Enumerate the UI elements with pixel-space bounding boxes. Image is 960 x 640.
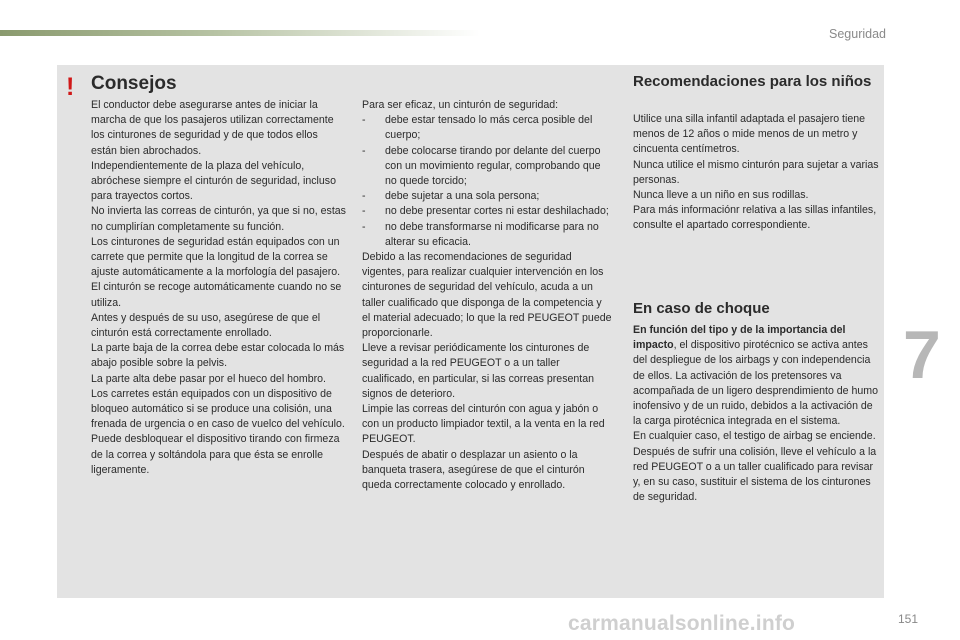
- paragraph: Limpie las correas del cinturón con agua y jabón o con un producto limpiador textil, a la venta en la red PEUGEOT.: [362, 403, 605, 446]
- paragraph: Después de sufrir una colisión, lleve el vehículo a la red PEUGEOT o a un taller cualificado para revisar y, en su caso, sustituir el sistema de los cinturones de seguridad.: [633, 445, 877, 504]
- choque-title: En caso de choque: [633, 300, 770, 317]
- paragraph: Nunca utilice el mismo cinturón para sujetar a varias personas.: [633, 158, 879, 186]
- lead-rest: , el dispositivo pirotécnico se activa antes del despliegue de los airbags y con independencia de ellos. La activación de los pretensores va acompañada de un ligero desprendimiento de humo inofensivo y de un ruido, debidos a la activación de la carga pirotécnica integrada en el sistema.: [633, 339, 879, 428]
- paragraph: Para más informaciónr relativa a las sillas infantiles, consulte el apartado correspondiente.: [633, 204, 877, 232]
- paragraph: La parte baja de la correa debe estar colocada lo más abajo posible sobre la pelvis.: [91, 342, 345, 370]
- paragraph: No invierta las correas de cinturón, ya que si no, estas no cumplirían completamente su función.: [91, 205, 346, 233]
- bullet-dash: -: [362, 205, 366, 218]
- bullet-item: - debe sujetar a una sola persona;: [362, 189, 612, 204]
- warning-icon: !: [66, 73, 75, 101]
- paragraph: [633, 323, 881, 429]
- consejos-title: Consejos: [91, 73, 177, 94]
- choque-section: [633, 323, 881, 505]
- paragraph: Antes y después de su uso, asegúrese de que el cinturón está correctamente enrollado.: [91, 311, 321, 340]
- bullet-dash: -: [362, 114, 366, 127]
- bullet-item: - no debe presentar cortes ni estar deshilachado;: [362, 204, 612, 219]
- consejos-column-2: [362, 98, 612, 493]
- chapter-number: 7: [903, 317, 941, 393]
- paragraph: Los cinturones de seguridad están equipados con un carrete que permite que la longitud de la correa se ajuste automáticamente a la morfología del pasajero. El cinturón se recoge automáticamente cuando no se utiliza.: [91, 235, 342, 309]
- paragraph: Nunca lleve a un niño en sus rodillas.: [633, 189, 809, 202]
- ninos-title: Recomendaciones para los niños: [633, 73, 872, 90]
- watermark: carmanualsonline.info: [568, 612, 796, 635]
- bullet-item: - debe estar tensado lo más cerca posible del cuerpo;: [362, 113, 612, 143]
- paragraph: Debido a las recomendaciones de seguridad vigentes, para realizar cualquier intervención en los cinturones de seguridad del vehículo, acuda a un taller cualificado que disponga de la competencia y el material adecuado; lo que la red PEUGEOT puede proporcionarle.: [362, 251, 612, 340]
- bullet-dash: -: [362, 190, 366, 203]
- page-number: 151: [897, 612, 918, 626]
- paragraph: Después de abatir o desplazar un asiento o la banqueta trasera, asegúrese de que el cinturón queda correctamente colocado y enrollado.: [362, 448, 585, 492]
- paragraph: En cualquier caso, el testigo de airbag se enciende.: [633, 430, 876, 443]
- header-accent-bar: [0, 30, 480, 36]
- section-label: Seguridad: [829, 27, 886, 41]
- ninos-section: [633, 112, 881, 234]
- paragraph: Los carretes están equipados con un dispositivo de bloqueo automático si se produce una colisión, una frenada de urgencia o en caso de vuelco del vehículo. Puede desbloquear el dispositivo tirando con firmeza de la correa y soltándola para que ésta se enrolle ligeramente.: [91, 387, 345, 476]
- paragraph: Utilice una silla infantil adaptada el pasajero tiene menos de 12 años o mide menos de un metro y cincuenta centímetros.: [633, 113, 866, 156]
- bullet-item: - no debe transformarse ni modificarse para no alterar su eficacia.: [362, 220, 612, 250]
- paragraph: Lleve a revisar periódicamente los cinturones de seguridad a la red PEUGEOT o a un taller cualificado, en particular, si las correas presentan signos de deterioro.: [362, 342, 595, 400]
- bold-lead: En función del tipo y de la importancia del impacto: [633, 324, 846, 352]
- bullet-dash: -: [362, 144, 366, 157]
- consejos-column-1: [91, 98, 346, 478]
- paragraph: Independientemente de la plaza del vehículo, abróchese siempre el cinturón de seguridad, incluso para trayectos cortos.: [91, 159, 336, 203]
- paragraph: El conductor debe asegurarse antes de iniciar la marcha de que los pasajeros utilizan correctamente los cinturones de seguridad y de que todos ellos están bien abrochados.: [91, 99, 334, 157]
- bullet-intro: Para ser eficaz, un cinturón de seguridad:: [362, 99, 559, 111]
- bullet-item: - debe colocarse tirando por delante del cuerpo con un movimiento regular, comprobando que no quede torcido;: [362, 144, 612, 190]
- paragraph: La parte alta debe pasar por el hueco del hombro.: [91, 372, 326, 385]
- bullet-dash: -: [362, 220, 366, 233]
